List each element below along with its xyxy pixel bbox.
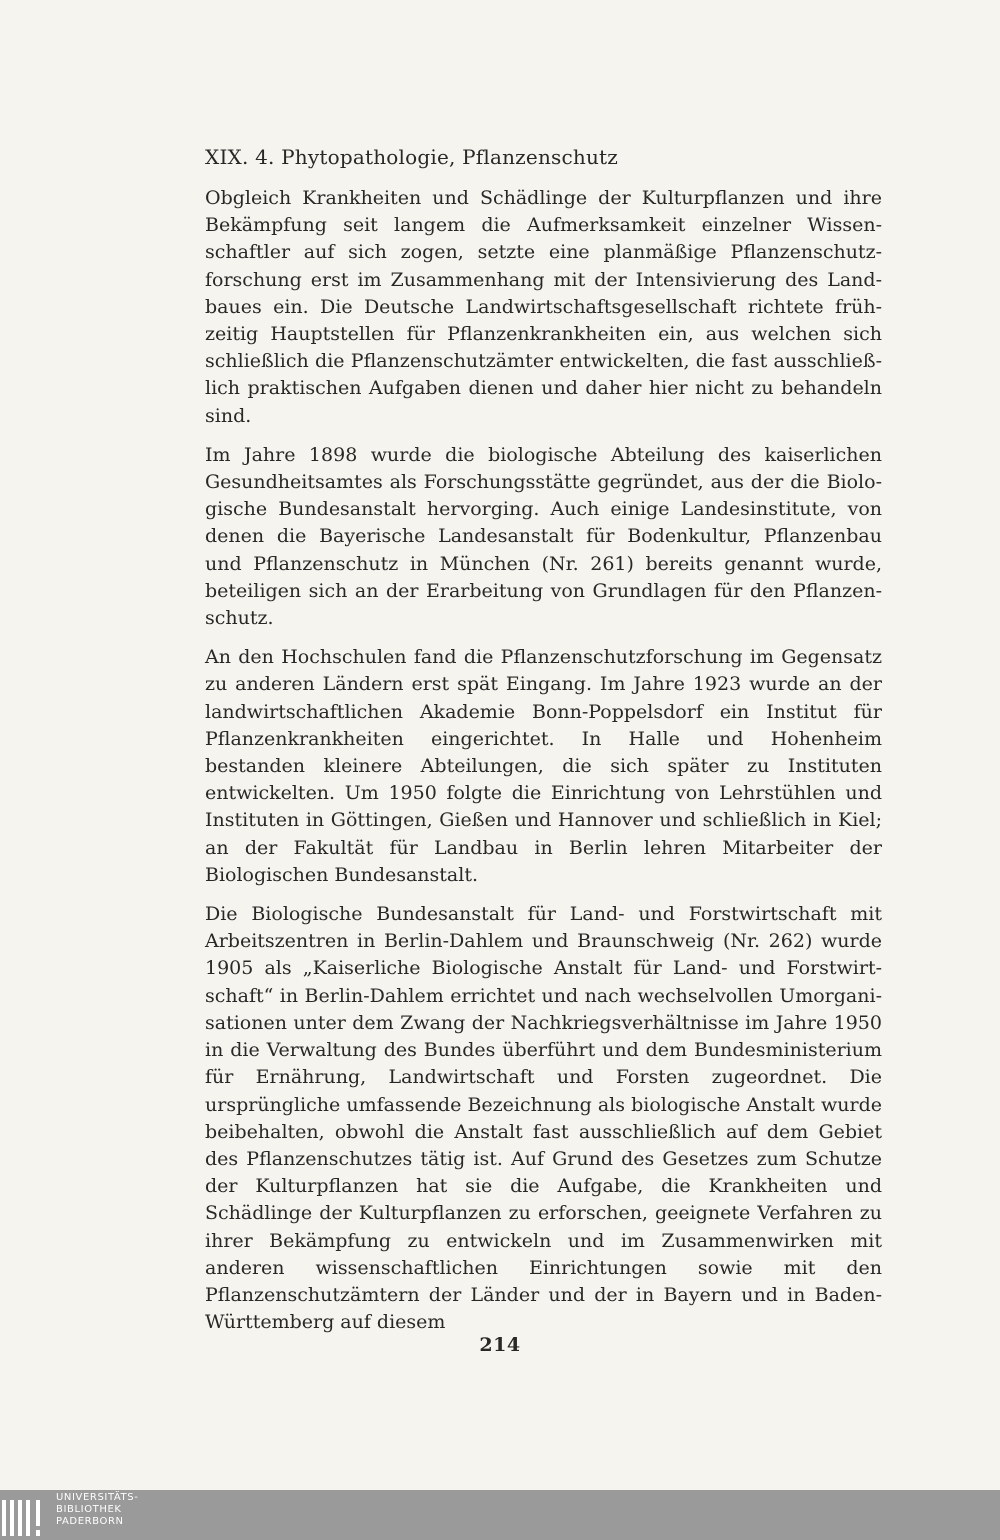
- page-number: 214: [479, 1334, 521, 1356]
- library-logo-text: [56, 1492, 138, 1528]
- logo-line-1: UNIVERSITÄTS-: [56, 1492, 139, 1503]
- logo-line-2: BIBLIOTHEK: [56, 1504, 122, 1515]
- section-heading: XIX. 4. Phytopathologie, Pflanzenschutz: [205, 145, 619, 169]
- paragraph-4: Die Biologische Bundesanstalt für Land- und Forstwirtschaft mit Arbeitszentren in Berlin-Dahlem und Braunschweig (Nr. 262) wurde 1905 als „Kaiserliche Biologische Anstalt für Land- und Forstwirtschaft“ in Berlin-Dahlem errichtet und nach wechselvollen Umorganisationen unter dem Zwang der Nachkriegsverhältnisse im Jahre 1950 in die Verwaltung des Bundes überführt und dem Bundesministerium für Ernährung, Landwirtschaft und Forsten zugeordnet. Die ursprüngliche umfassende Bezeichnung als biologische Anstalt wurde beibehalten, obwohl die Anstalt fast ausschließlich auf dem Gebiet des Pflanzenschutzes tätig ist. Auf Grund des Gesetzes zum Schutze der Kulturpflanzen hat sie die Aufgabe, die Krankheiten und Schädlinge der Kulturpflanzen zu erforschen, geeignete Verfahren zu ihrer Bekämpfung zu entwickeln und im Zusammenwirken mit anderen wissenschaftlichen Einrichtungen sowie mit den Pflanzenschutzämtern der Länder und der in Bayern und in Baden-Württemberg auf diesem: [205, 903, 882, 1334]
- paragraph-1: Obgleich Krankheiten und Schädlinge der Kulturpflanzen und ihre Bekämpfung seit langem die Aufmerksamkeit einzelner Wissenschaftler auf sich zogen, setzte eine planmäßige Pflanzenschutzforschung erst im Zusammenhang mit der Intensivierung des Landbaues ein. Die Deutsche Landwirtschaftsgesellschaft richtete frühzeitig Hauptstellen für Pflanzenkrankheiten ein, aus welchen sich schließlich die Pflanzenschutzämter entwickelten, die fast ausschließlich praktischen Aufgaben dienen und daher hier nicht zu behandeln sind.: [205, 187, 882, 427]
- library-logo-icon: [2, 1500, 44, 1540]
- paragraph-3: An den Hochschulen fand die Pflanzenschutzforschung im Gegensatz zu anderen Ländern erst spät Eingang. Im Jahre 1923 wurde an der landwirtschaftlichen Akademie Bonn-Poppelsdorf ein Institut für Pflanzenkrankheiten eingerichtet. In Halle und Hohenheim bestanden kleinere Abteilungen, die sich später zu Instituten entwickelten. Um 1950 folgte die Einrichtung von Lehrstühlen und Instituten in Göttingen, Gießen und Hannover und schließlich in Kiel; an der Fakultät für Landbau in Berlin lehren Mitarbeiter der Biologischen Bundesanstalt.: [205, 646, 882, 886]
- body-text: [205, 185, 882, 1348]
- paragraph-2: Im Jahre 1898 wurde die biologische Abteilung des kaiserlichen Gesundheitsamtes als Forschungsstätte gegründet, aus der die Biologische Bundesanstalt hervorging. Auch einige Landesinstitute, von denen die Bayerische Landesanstalt für Bodenkultur, Pflanzenbau und Pflanzenschutz in München (Nr. 261) bereits genannt wurde, beteiligen sich an der Erarbeitung von Grundlagen für den Pflanzenschutz.: [205, 443, 882, 630]
- logo-line-3: PADERBORN: [56, 1516, 124, 1527]
- library-footer: [0, 1490, 1000, 1540]
